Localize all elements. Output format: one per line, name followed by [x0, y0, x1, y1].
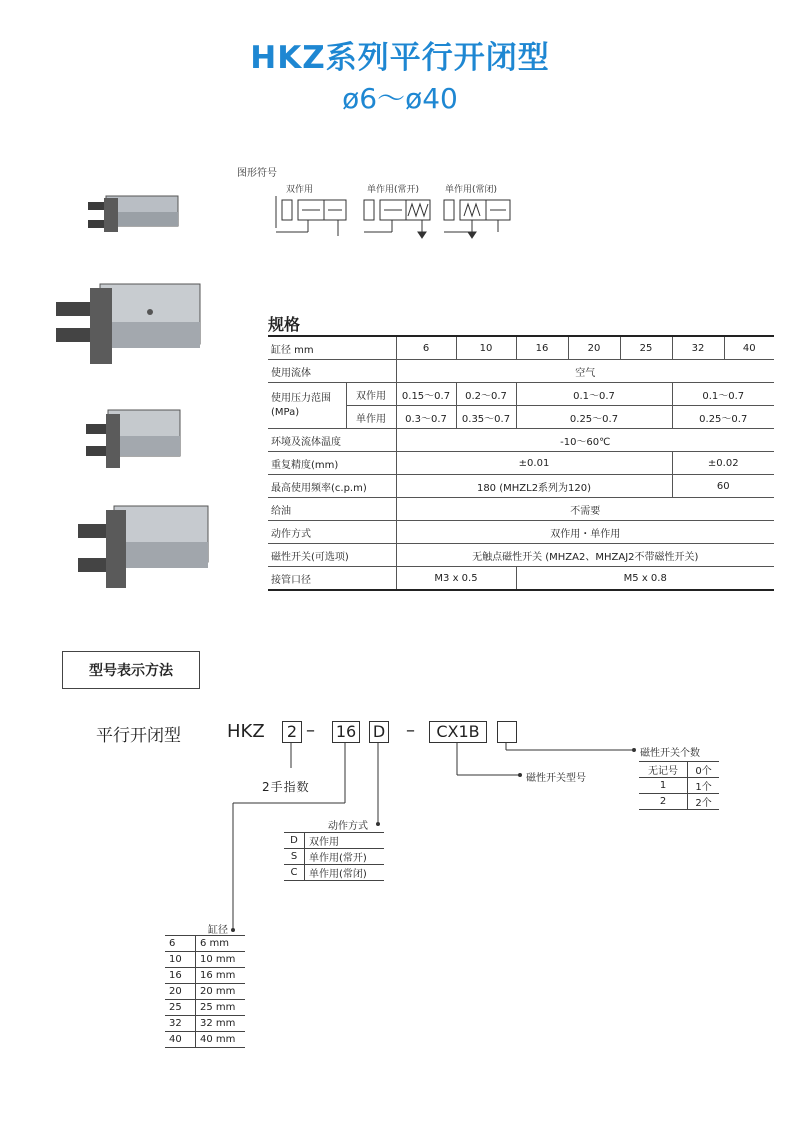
repeat-label: 重复精度(mm): [268, 452, 396, 475]
double-val-16-25: 0.1～0.7: [516, 383, 672, 406]
table-row: 32 32 mm: [165, 1016, 245, 1032]
fluid-label: 使用流体: [268, 360, 396, 383]
table-row: S 单作用(常开): [284, 849, 384, 865]
table-row: 25 25 mm: [165, 1000, 245, 1016]
fingers-caption: 2手指数: [262, 780, 310, 794]
model-action-box: D: [369, 721, 389, 743]
freq-label: 最高使用频率(c.p.m): [268, 475, 396, 498]
count-caption: 磁性开关个数: [640, 748, 700, 759]
port-value-small: M3 x 0.5: [396, 567, 516, 591]
spec-heading: 规格: [268, 315, 301, 334]
single-val-10: 0.35～0.7: [456, 406, 516, 429]
table-row: C 单作用(常闭): [284, 865, 384, 881]
model-name: 平行开闭型: [96, 726, 181, 746]
action-value: 双作用・单作用: [396, 521, 774, 544]
single-label: 单作用: [346, 406, 396, 429]
single-val-16-25: 0.25～0.7: [516, 406, 672, 429]
repeat-value-small: ±0.01: [396, 452, 672, 475]
table-row: 无记号 0个: [639, 762, 719, 778]
lube-value: 不需要: [396, 498, 774, 521]
model-dash-2: –: [406, 720, 415, 741]
table-row: 20 20 mm: [165, 984, 245, 1000]
port-label: 接管口径: [268, 567, 396, 591]
double-label: 双作用: [346, 383, 396, 406]
count-table: [639, 761, 719, 810]
action-table: [284, 832, 384, 881]
symbol-single-closed-label: 单作用(常闭): [445, 185, 498, 195]
table-row: 1 1个: [639, 778, 719, 794]
double-val-6: 0.15～0.7: [396, 383, 456, 406]
bore-caption: 缸径: [208, 925, 228, 936]
pressure-label: 使用压力范围(MPa): [268, 383, 346, 429]
model-fingers-box: 2: [282, 721, 302, 743]
bore-label: 缸径 mm: [268, 336, 396, 360]
table-row: 40 40 mm: [165, 1032, 245, 1048]
table-row: 16 16 mm: [165, 968, 245, 984]
switch-value: 无触点磁性开关 (MHZA2、MHZAJ2不带磁性开关): [396, 544, 774, 567]
fluid-value: 空气: [396, 360, 774, 383]
double-val-32-40: 0.1～0.7: [672, 383, 774, 406]
bore-32: 32: [672, 336, 724, 360]
action-caption: 动作方式: [328, 821, 368, 832]
port-value-large: M5 x 0.8: [516, 567, 774, 591]
page-title: HKZ系列平行开闭型: [250, 40, 550, 76]
symbols-heading: 图形符号: [237, 168, 277, 179]
repeat-value-large: ±0.02: [672, 452, 774, 475]
table-row: 10 10 mm: [165, 952, 245, 968]
table-row: 2 2个: [639, 794, 719, 810]
model-switch-box: CX1B: [429, 721, 487, 743]
model-method-heading: 型号表示方法: [62, 651, 200, 689]
switch-label: 磁性开关(可选项): [268, 544, 396, 567]
freq-value-large: 60: [672, 475, 774, 498]
bore-6: 6: [396, 336, 456, 360]
symbol-double-label: 双作用: [286, 185, 314, 195]
model-prefix: HKZ: [227, 721, 265, 742]
bore-table: [165, 935, 245, 1048]
lube-label: 给油: [268, 498, 396, 521]
bore-20: 20: [568, 336, 620, 360]
model-dash-1: –: [306, 720, 315, 741]
model-bore-box: 16: [332, 721, 360, 743]
symbol-single-open-label: 单作用(常开): [367, 185, 420, 195]
action-label: 动作方式: [268, 521, 396, 544]
bore-25: 25: [620, 336, 672, 360]
single-val-6: 0.3～0.7: [396, 406, 456, 429]
table-row: 6 6 mm: [165, 936, 245, 952]
freq-value-small: 180 (MHZL2系列为120): [396, 475, 672, 498]
temp-label: 环境及流体温度: [268, 429, 396, 452]
temp-value: -10～60℃: [396, 429, 774, 452]
bore-40: 40: [724, 336, 774, 360]
bore-10: 10: [456, 336, 516, 360]
switch-caption: 磁性开关型号: [526, 773, 586, 784]
single-val-32-40: 0.25～0.7: [672, 406, 774, 429]
bore-16: 16: [516, 336, 568, 360]
double-val-10: 0.2～0.7: [456, 383, 516, 406]
table-row: D 双作用: [284, 833, 384, 849]
page-subtitle: ø6～ø40: [342, 82, 458, 115]
